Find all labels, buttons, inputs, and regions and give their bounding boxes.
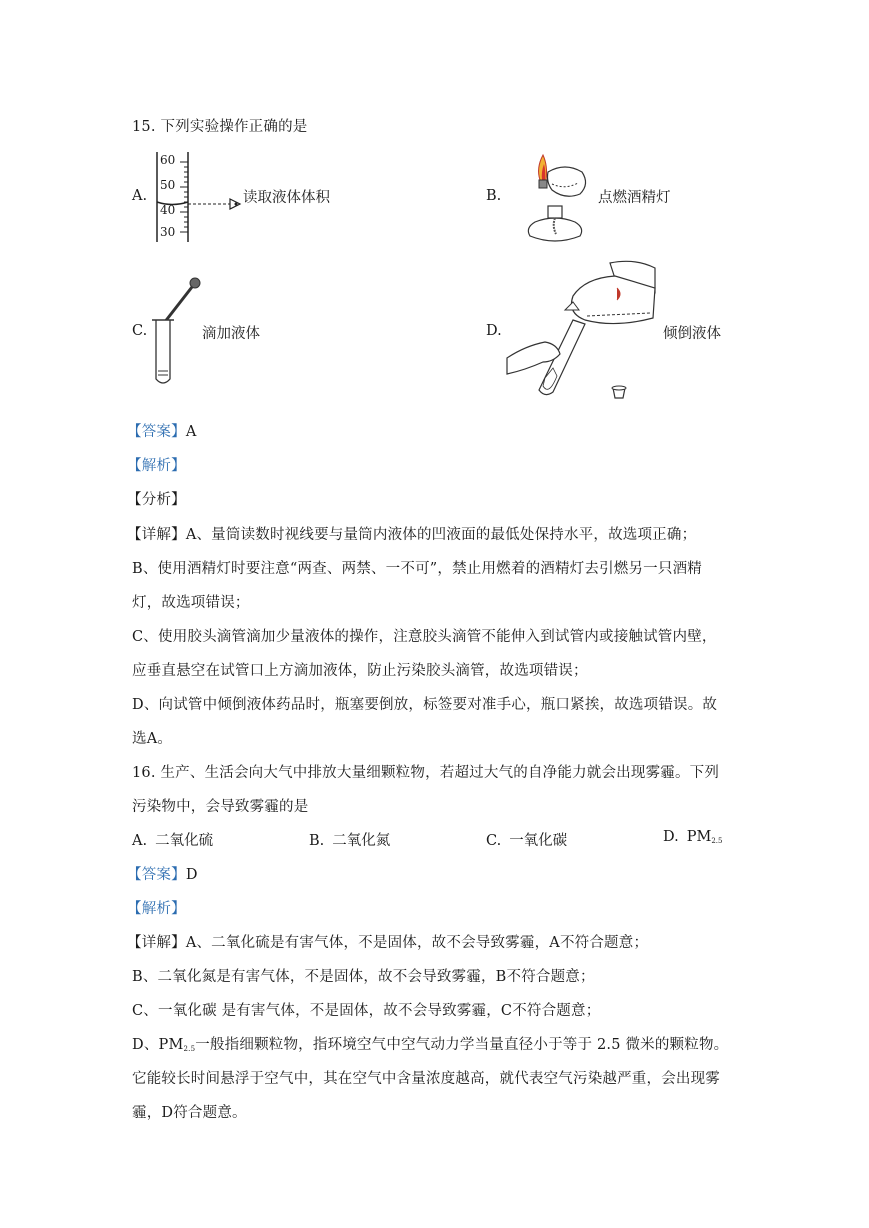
q16-option-c: C. 一氧化碳 — [486, 833, 568, 849]
q15-option-c-caption: 滴加液体 — [202, 326, 260, 342]
q15-option-b-letter: B. — [486, 188, 502, 204]
q16-option-b: B. 二氧化氮 — [309, 833, 391, 849]
q15-option-a-letter: A. — [132, 188, 148, 204]
q15-option-b-caption: 点燃酒精灯 — [598, 190, 671, 206]
q15-fenxi-tag: 【分析】 — [127, 492, 186, 508]
q16-detail-line-3: C、一氧化碳 是有害气体，不是固体，故不会导致雾霾，C不符合题意； — [132, 1003, 601, 1019]
q16-option-d: D. $PM_{2.5}$ — [663, 829, 723, 845]
q16-analysis-tag: 【解析】 — [127, 901, 186, 917]
scale-label-50: 50 — [160, 178, 176, 192]
q15-answer — [127, 420, 196, 441]
q16-answer: 【答案】D — [127, 867, 198, 883]
q15-option-a-caption: 读取液体体积 — [243, 190, 330, 206]
alcohol-lamp-figure — [510, 150, 605, 250]
pouring-liquid-figure — [505, 258, 660, 408]
dropper-test-tube-figure — [150, 275, 210, 390]
q15-detail-line-4: C、使用胶头滴管滴加少量液体的操作，注意胶头滴管不能伸入到试管内或接触试管内壁， — [132, 629, 717, 645]
answer-value: A — [185, 424, 197, 440]
q15-option-c-letter: C. — [132, 323, 148, 339]
q15-option-d-letter: D. — [486, 323, 502, 339]
q15-detail-line-3: 灯，故选项错误； — [132, 595, 250, 611]
q15-option-d-caption: 倾倒液体 — [663, 326, 721, 342]
q16-detail-line-4: D、$PM_{2.5}$一般指细颗粒物，指环境空气中空气动力学当量直径小于等于 2.5 微米的颗粒物。 — [132, 1037, 729, 1053]
q16-detail-line-1: 【详解】A、二氧化硫是有害气体，不是固体，故不会导致雾霾，A不符合题意； — [127, 935, 649, 951]
q15-detail-line-6: D、向试管中倾倒液体药品时，瓶塞要倒放，标签要对准手心，瓶口紧挨，故选项错误。故 — [132, 697, 718, 713]
q16-detail-line-2: B、二氧化氮是有害气体，不是固体，故不会导致雾霾，B不符合题意； — [132, 969, 595, 985]
answer-tag: 【答案】 — [127, 424, 186, 440]
q16-detail-line-6: 霾，D符合题意。 — [132, 1105, 247, 1121]
q15-detail-line-7: 选A。 — [132, 731, 173, 747]
q15-detail-line-1: 【详解】A、量筒读数时视线要与量筒内液体的凹液面的最低处保持水平，故选项正确； — [127, 527, 697, 543]
q16-stem-line-2: 污染物中，会导致雾霾的是 — [132, 799, 309, 815]
detail-tag: 【详解】 — [127, 527, 186, 543]
q16-option-a: A. 二氧化硫 — [132, 833, 214, 849]
scale-label-30: 30 — [160, 225, 176, 239]
q16-stem-line-1: 16. 生产、生活会向大气中排放大量细颗粒物，若超过大气的自净能力就会出现雾霾。下列 — [132, 765, 720, 781]
q16-detail-line-5: 它能较长时间悬浮于空气中，其在空气中含量浓度越高，就代表空气污染越严重，会出现雾 — [132, 1071, 720, 1087]
q15-detail-line-2: B、使用酒精灯时要注意“两查、两禁、一不可”，禁止用燃着的酒精灯去引燃另一只酒精 — [132, 561, 702, 577]
q15-analysis-tag: 【解析】 — [127, 458, 186, 474]
q15-detail-line-5: 应垂直悬空在试管口上方滴加液体，防止污染胶头滴管，故选项错误； — [132, 663, 588, 679]
scale-label-60: 60 — [160, 153, 176, 167]
scale-label-40: 40 — [160, 203, 176, 217]
q15-stem: 15. 下列实验操作正确的是 — [132, 119, 308, 135]
